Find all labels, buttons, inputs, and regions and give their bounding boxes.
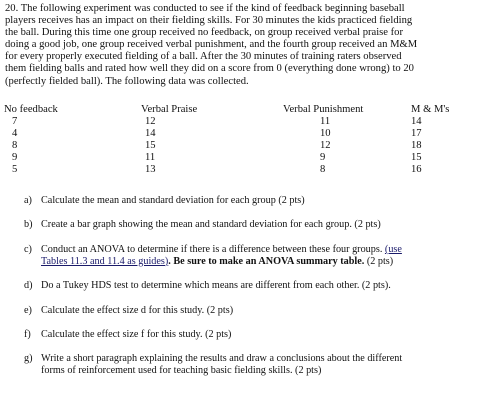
question-text: Write a short paragraph explaining the results and draw a conclusions about the different [41, 353, 403, 364]
table-cell: 5 [12, 164, 18, 176]
table-row [4, 128, 471, 140]
question-text: Conduct an ANOVA to determine if there is a difference between these four groups. [41, 244, 385, 255]
question-f [24, 329, 464, 341]
table-cell: 11 [320, 116, 331, 128]
data-table [4, 104, 471, 177]
table-row [4, 164, 471, 176]
table-cell: 13 [145, 164, 156, 176]
question-e [24, 305, 464, 317]
question-d [24, 280, 464, 292]
question-text: Calculate the effect size f for this study. (2 pts) [41, 329, 232, 340]
question-b [24, 219, 464, 231]
question-text: Do a Tukey HDS test to determine which means are different from each other. (2 pts). [41, 280, 391, 291]
table-row [4, 116, 471, 128]
intro-line: for every properly executed fielding of a ball. After the 30 minutes of training raters observed [5, 51, 402, 63]
table-header-row [4, 104, 471, 116]
table-cell: 14 [145, 128, 156, 140]
table-cell: 17 [411, 128, 422, 140]
question-text: forms of reinforcement used for teaching basic fielding skills. (2 pts) [41, 364, 322, 376]
table-cell: 18 [411, 140, 422, 152]
table-cell: 8 [12, 140, 18, 152]
tables-reference-link[interactable]: (use [384, 244, 402, 255]
question-text: Calculate the effect size d for this study. (2 pts) [41, 305, 234, 316]
table-cell: 7 [12, 116, 18, 128]
intro-line: doing a good job, one group received verbal punishment, and the fourth group received an M&M [5, 39, 418, 51]
table-cell: 12 [145, 116, 156, 128]
table-cell: 9 [320, 152, 326, 164]
table-row [4, 152, 471, 164]
question-label: g) [24, 353, 33, 364]
table-cell: 12 [320, 140, 331, 152]
intro-line: (perfectly fielded ball). The following data was collected. [5, 75, 249, 87]
table-cell: 16 [411, 164, 422, 176]
table-cell: 15 [145, 140, 156, 152]
intro-line: 20. The following experiment was conducted to see if the kind of feedback beginning baseball [5, 3, 405, 14]
intro-line: them fielding balls and rated how well they did on a score from 0 (everything done wrong) to 20 [5, 63, 414, 75]
question-text: Create a bar graph showing the mean and standard deviation for each group. (2 pts) [41, 219, 381, 230]
intro-line: players receives has an impact on their fielding skills. For 30 minutes the kids practiced fielding [5, 15, 413, 27]
question-c [24, 244, 464, 267]
table-row [4, 140, 471, 152]
intro-line: the ball. During this time one group received no feedback, on group received verbal praise for [5, 27, 404, 39]
question-g [24, 353, 464, 376]
question-text: Calculate the mean and standard deviation for each group (2 pts) [41, 195, 305, 206]
question-points: (2 pts) [364, 255, 394, 267]
table-cell: 9 [12, 152, 18, 164]
table-cell: 15 [411, 152, 422, 164]
question-a [24, 195, 464, 207]
header-mms: M & M's [411, 104, 450, 115]
table-cell: 11 [145, 152, 156, 164]
question-label: e) [24, 305, 32, 316]
table-cell: 4 [12, 128, 18, 140]
header-no-feedback: No feedback [4, 104, 58, 115]
problem-statement [5, 3, 473, 88]
question-label: a) [24, 195, 32, 206]
question-label: c) [24, 244, 32, 255]
question-label: f) [24, 329, 31, 340]
tables-reference-link[interactable]: Tables 11.3 and 11.4 as guides) [41, 255, 169, 267]
question-label: b) [24, 219, 33, 230]
question-emphasis: . Be sure to make an ANOVA summary table. [168, 255, 365, 267]
table-cell: 8 [320, 164, 326, 176]
header-verbal-praise: Verbal Praise [141, 104, 198, 115]
question-label: d) [24, 280, 33, 291]
table-cell: 14 [411, 116, 422, 128]
table-cell: 10 [320, 128, 331, 140]
header-verbal-punishment: Verbal Punishment [283, 104, 364, 115]
